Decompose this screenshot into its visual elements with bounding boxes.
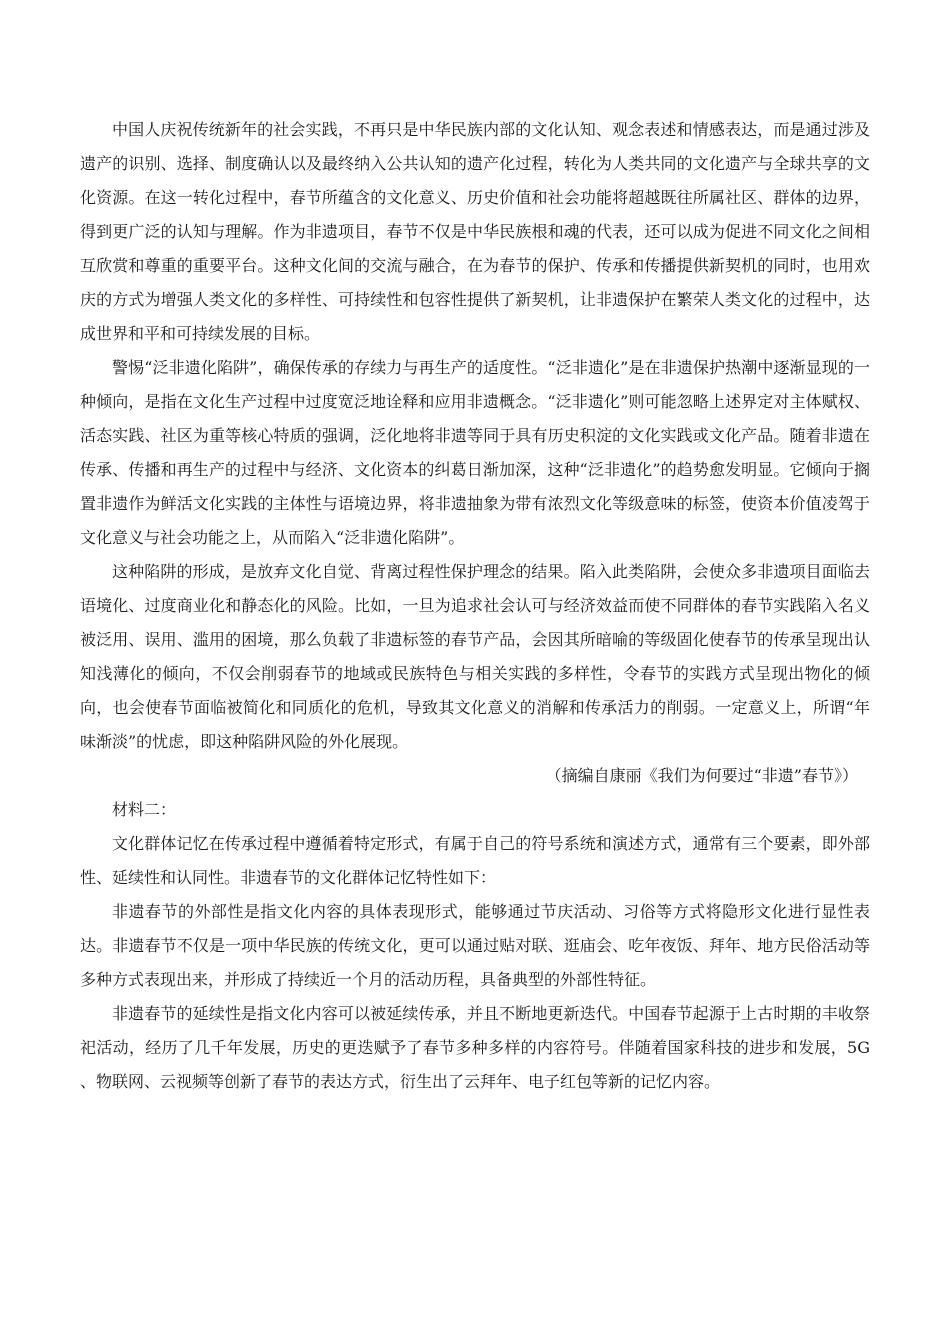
source-citation: （摘编自康丽《我们为何要过“非遗”春节》） (545, 766, 858, 785)
paragraph-continuity: 非遗春节的延续性是指文化内容可以被延续传承，并且不断地更新迭代。中国春节起源于上古时期的丰收祭祀活动，经历了几千年发展，历史的更迭赋予了春节多种多样的内容符号。伴随着国家科技的进步和发展，5G 、物联网、云视频等创新了春节的表达方式，衍生出了云拜年、电子红包等新的记忆内容。 (80, 1004, 870, 1091)
document-page (80, 113, 870, 1099)
paragraph-externality: 非遗春节的外部性是指文化内容的具体表现形式，能够通过节庆活动、习俗等方式将隐形文化进行显性表达。非遗春节不仅是一项中华民族的传统文化，更可以通过贴对联、逛庙会、吃年夜饭、拜年、地方民俗活动等多种方式表现出来，并形成了持续近一个月的活动历程，具备典型的外部性特征。 (80, 902, 870, 989)
paragraph-group-memory: 文化群体记忆在传承过程中遵循着特定形式，有属于自己的符号系统和演述方式，通常有三个要素，即外部性、延续性和认同性。非遗春节的文化群体记忆特性如下： (80, 834, 870, 887)
material-two-heading: 材料二： (112, 800, 177, 819)
paragraph-intangible-heritage-spring-festival: 中国人庆祝传统新年的社会实践，不再只是中华民族内部的文化认知、观念表述和情感表达，而是通过涉及遗产的识别、选择、制度确认以及最终纳入公共认知的遗产化过程，转化为人类共同的文化遗产与全球共享的文化资源。在这一转化过程中，春节所蕴含的文化意义、历史价值和社会功能将超越既往所属社区、群体的边界，得到更广泛的认知与理解。作为非遗项目，春节不仅是中华民族根和魂的代表，还可以成为促进不同文化之间相互欣赏和尊重的重要平台。这种文化间的交流与融合，在为春节的保护、传承和传播提供新契机的同时，也用欢庆的方式为增强人类文化的多样性、可持续性和包容性提供了新契机，让非遗保护在繁荣人类文化的过程中，达成世界和平和可持续发展的目标。 (80, 120, 870, 343)
paragraph-pan-heritage-trap: 警惕“泛非遗化陷阱”，确保传承的存续力与再生产的适度性。“泛非遗化”是在非遗保护热潮中逐渐显现的一种倾向，是指在文化生产过程中过度宽泛地诠释和应用非遗概念。“泛非遗化”则可能忽略上述界定对主体赋权、活态实践、社区为重等核心特质的强调，泛化地将非遗等同于具有历史积淀的文化实践或文化产品。随着非遗在传承、传播和再生产的过程中与经济、文化资本的纠葛日渐加深，这种“泛非遗化”的趋势愈发明显。它倾向于搁置非遗作为鲜活文化实践的主体性与语境边界，将非遗抽象为带有浓烈文化等级意味的标签，使资本价值凌驾于文化意义与社会功能之上，从而陷入“泛非遗化陷阱”。 (80, 358, 870, 547)
paragraph-trap-formation: 这种陷阱的形成，是放弃文化自觉、背离过程性保护理念的结果。陷入此类陷阱，会使众多非遗项目面临去语境化、过度商业化和静态化的风险。比如，一旦为追求社会认可与经济效益而使不同群体的春节实践陷入名义被泛用、误用、滥用的困境，那么负载了非遗标签的春节产品，会因其所暗喻的等级固化使春节的传承呈现出认知浅薄化的倾向，不仅会削弱春节的地域或民族特色与相关实践的多样性，令春节的实践方式呈现出物化的倾向，也会使春节面临被简化和同质化的危机，导致其文化意义的消解和传承活力的削弱。一定意义上，所谓“年味渐淡”的忧虑，即这种陷阱风险的外化展现。 (80, 562, 870, 751)
